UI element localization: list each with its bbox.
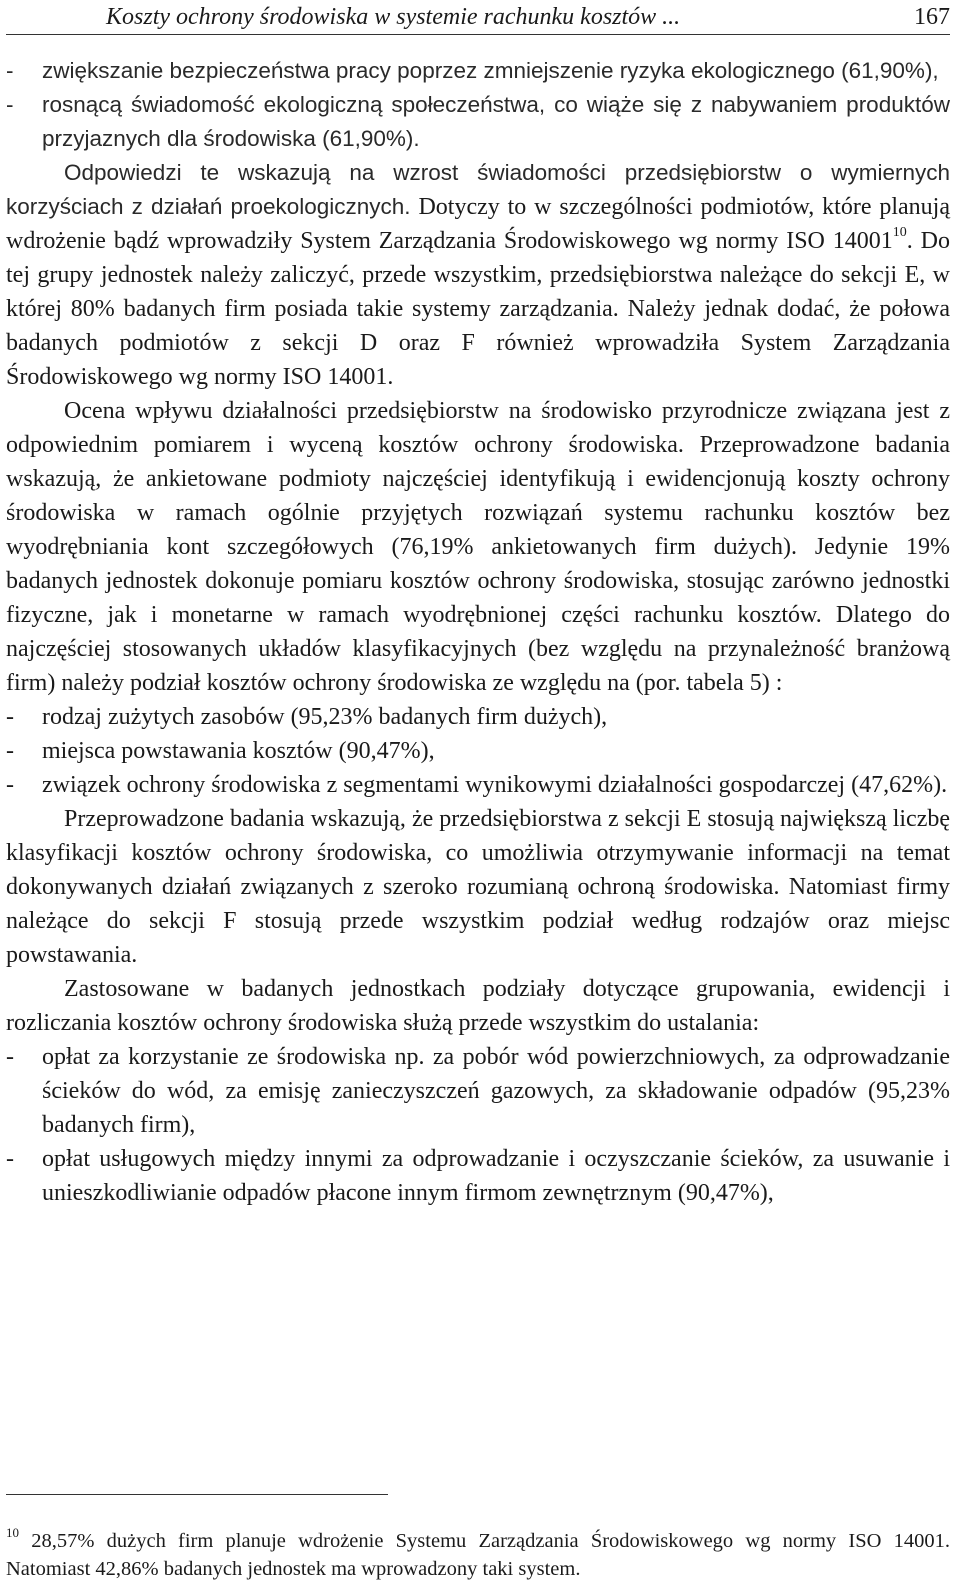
list-item (6, 1040, 950, 1142)
running-title: Koszty ochrony środowiska w systemie rachunku kosztów ... (106, 4, 681, 30)
page-number: 167 (914, 4, 950, 30)
paragraph-text: Dotyczy to w szczególności podmiotów, które planują wdrożenie bądź wprowadziły System Zarządzania Środowiskowego wg normy ISO 14001 (6, 194, 950, 254)
list-item (6, 734, 950, 768)
list-item (6, 54, 950, 88)
paragraph-text: . Do tej grupy jednostek należy zaliczyć, przede wszystkim, przedsiębiorstwa należące do sekcji E, w której 80% badanych firm posiada takie systemy zarządzania. Należy jednak dodać, że połowa badanych podmiotów z sekcji D oraz F również wprowadziła System Zarządzania Środowiskowego wg normy ISO 14001. (6, 228, 950, 390)
footnote-text: 28,57% dużych firm planuje wdrożenie Systemu Zarządzania Środowiskowego wg normy ISO 14001. Natomiast 42,86% badanych jednostek ma wprowadzony taki system. (6, 1529, 950, 1580)
list-item-text: opłat usługowych między innymi za odprowadzanie i oczyszczanie ścieków, za usuwanie i unieszkodliwianie odpadów płacone innym firmom zewnętrznym (90,47%), (42, 1146, 950, 1206)
list-item-text: rosnącą świadomość ekologiczną społeczeństwa, co wiąże się z nabywaniem produktów przyjaznych dla środowiska (61,90%). (42, 92, 950, 151)
running-header (6, 0, 950, 35)
list-item (6, 1142, 950, 1210)
footnote-number: 10 (6, 1524, 19, 1540)
bullet-dash: - (6, 92, 14, 117)
main-text (6, 54, 950, 1210)
bullet-dash: - (6, 58, 14, 83)
paragraph: Zastosowane w badanych jednostkach podziały dotyczące grupowania, ewidencji i rozliczania kosztów ochrony środowiska służą przede wszystkim do ustalania: (6, 976, 950, 1036)
list-item-text: opłat za korzystanie ze środowiska np. za pobór wód powierzchniowych, za odprowadzanie ścieków do wód, za emisję zanieczyszczeń gazowych, za składowanie odpadów (95,23% badanych firm), (42, 1044, 950, 1138)
list-item (6, 700, 950, 734)
list-item (6, 768, 950, 802)
list-item-text: rodzaj zużytych zasobów (95,23% badanych firm dużych), (42, 704, 608, 730)
paragraph (6, 156, 950, 394)
paragraph: Ocena wpływu działalności przedsiębiorstw na środowisko przyrodnicze związana jest z odpowiednim pomiarem i wyceną kosztów ochrony środowiska. Przeprowadzone badania wskazują, że ankietowane podmioty najczęściej identyfikują i ewidencjonują koszty ochrony środowiska w ramach ogólnie przyjętych rozwiązań systemu rachunku kosztów bez wyodrębniania kont szczegółowych (76,19% ankietowanych firm dużych). Jedynie 19% badanych jednostek dokonuje pomiaru kosztów ochrony środowiska, stosując zarówno jednostki fizyczne, jak i monetarne w ramach wyodrębnionej części rachunku kosztów. Dlatego do najczęściej stosowanych układów klasyfikacyjnych (bez względu na przynależność branżową firm) należy podział kosztów ochrony środowiska ze względu na (por. tabela 5) : (6, 398, 950, 696)
bullet-dash: - (6, 704, 14, 730)
list-item-text: miejsca powstawania kosztów (90,47%), (42, 738, 435, 764)
bullet-dash: - (6, 1146, 14, 1172)
bullet-dash: - (6, 738, 14, 764)
footnote-reference[interactable]: 10 (892, 225, 907, 240)
footnote (6, 1524, 950, 1583)
list-item-text: zwiększanie bezpieczeństwa pracy poprzez zmniejszenie ryzyka ekologicznego (61,90%), (42, 58, 939, 83)
list-item (6, 88, 950, 156)
footnote-divider (6, 1494, 388, 1495)
paragraph-lead-sans: Odpowiedzi te wskazują na wzrost świadomości przedsiębiorstw o wymiernych korzyściach z działań proekologicznych. (6, 160, 950, 219)
paragraph: Przeprowadzone badania wskazują, że przedsiębiorstwa z sekcji E stosują największą liczbę klasyfikacji kosztów ochrony środowiska, co umożliwia otrzymywanie informacji na temat dokonywanych działań związanych z szeroko rozumianą ochroną środowiska. Natomiast firmy należące do sekcji F stosują przede wszystkim podział według rodzajów oraz miejsc powstawania. (6, 806, 950, 968)
bullet-dash: - (6, 1044, 14, 1070)
list-item-text: związek ochrony środowiska z segmentami wynikowymi działalności gospodarczej (47,62%). (42, 772, 948, 798)
bullet-dash: - (6, 772, 14, 798)
